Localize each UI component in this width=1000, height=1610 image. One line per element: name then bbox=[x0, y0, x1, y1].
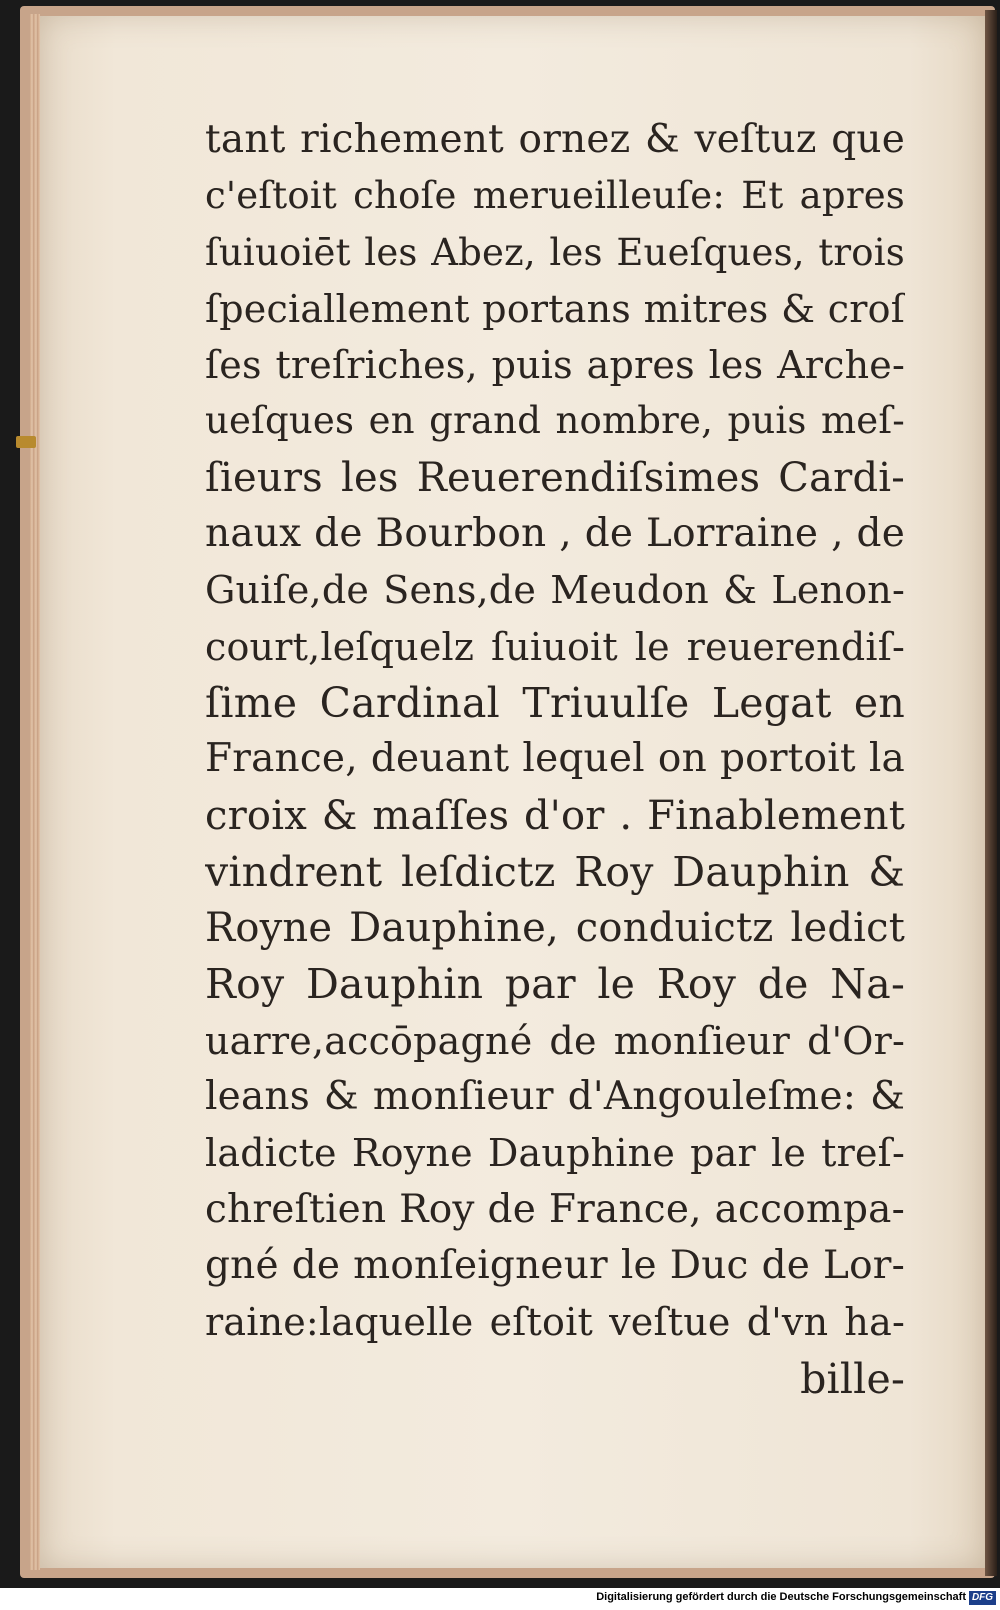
text-line: Royne Dauphine, conduictz ledict bbox=[205, 905, 905, 952]
text-line: c'eſtoit choſe merueilleuſe: Et apres bbox=[205, 174, 905, 218]
text-line: ſime Cardinal Triuulſe Legat en bbox=[205, 678, 905, 727]
page-stack-edge bbox=[30, 14, 40, 1570]
footer-bar bbox=[0, 1588, 1000, 1610]
text-line: ſuiuoiēt les Abez, les Eueſques, trois bbox=[205, 230, 905, 274]
text-line: Guiſe,de Sens,de Meudon & Lenon- bbox=[205, 568, 905, 613]
text-line: ladicte Royne Dauphine par le treſ- bbox=[205, 1131, 905, 1176]
text-line: croix & maſſes d'or . Finablement bbox=[205, 792, 905, 839]
text-line: ueſques en grand nombre, puis meſ- bbox=[205, 399, 905, 443]
text-line: France, deuant lequel on portoit la bbox=[205, 736, 905, 782]
text-line: naux de Bourbon , de Lorraine , de bbox=[205, 511, 905, 557]
text-line: raine:laquelle eſtoit veſtue d'vn ha- bbox=[205, 1300, 905, 1345]
ribbon-marker bbox=[16, 436, 36, 448]
text-line: chreſtien Roy de France, accompa- bbox=[205, 1186, 905, 1232]
text-line: leans & monſieur d'Angouleſme: & bbox=[205, 1074, 905, 1120]
text-line: uarre,accōpagné de monſieur d'Or- bbox=[205, 1018, 905, 1063]
text-line: ſieurs les Reuerendiſsimes Cardi- bbox=[205, 454, 905, 501]
text-line: ſes treſriches, puis apres les Arche- bbox=[205, 343, 905, 388]
text-line: gné de monſeigneur le Duc de Lor- bbox=[205, 1242, 905, 1288]
catchword: bille- bbox=[800, 1354, 905, 1403]
text-line: ſpeciallement portans mitres & croſ bbox=[205, 286, 905, 331]
text-line: vindrent leſdictz Roy Dauphin & bbox=[205, 847, 905, 896]
text-line: tant richement ornez & veſtuz que bbox=[205, 117, 905, 162]
dfg-logo: DFG bbox=[969, 1591, 996, 1605]
page-text bbox=[205, 112, 905, 1407]
text-line: court,leſquelz ſuiuoit le reuerendiſ- bbox=[205, 624, 905, 669]
funding-credit: Digitalisierung gefördert durch die Deutsche Forschungsgemeinschaft bbox=[596, 1591, 966, 1603]
text-line: Roy Dauphin par le Roy de Na- bbox=[205, 960, 905, 1009]
binding-shadow bbox=[985, 10, 997, 1576]
